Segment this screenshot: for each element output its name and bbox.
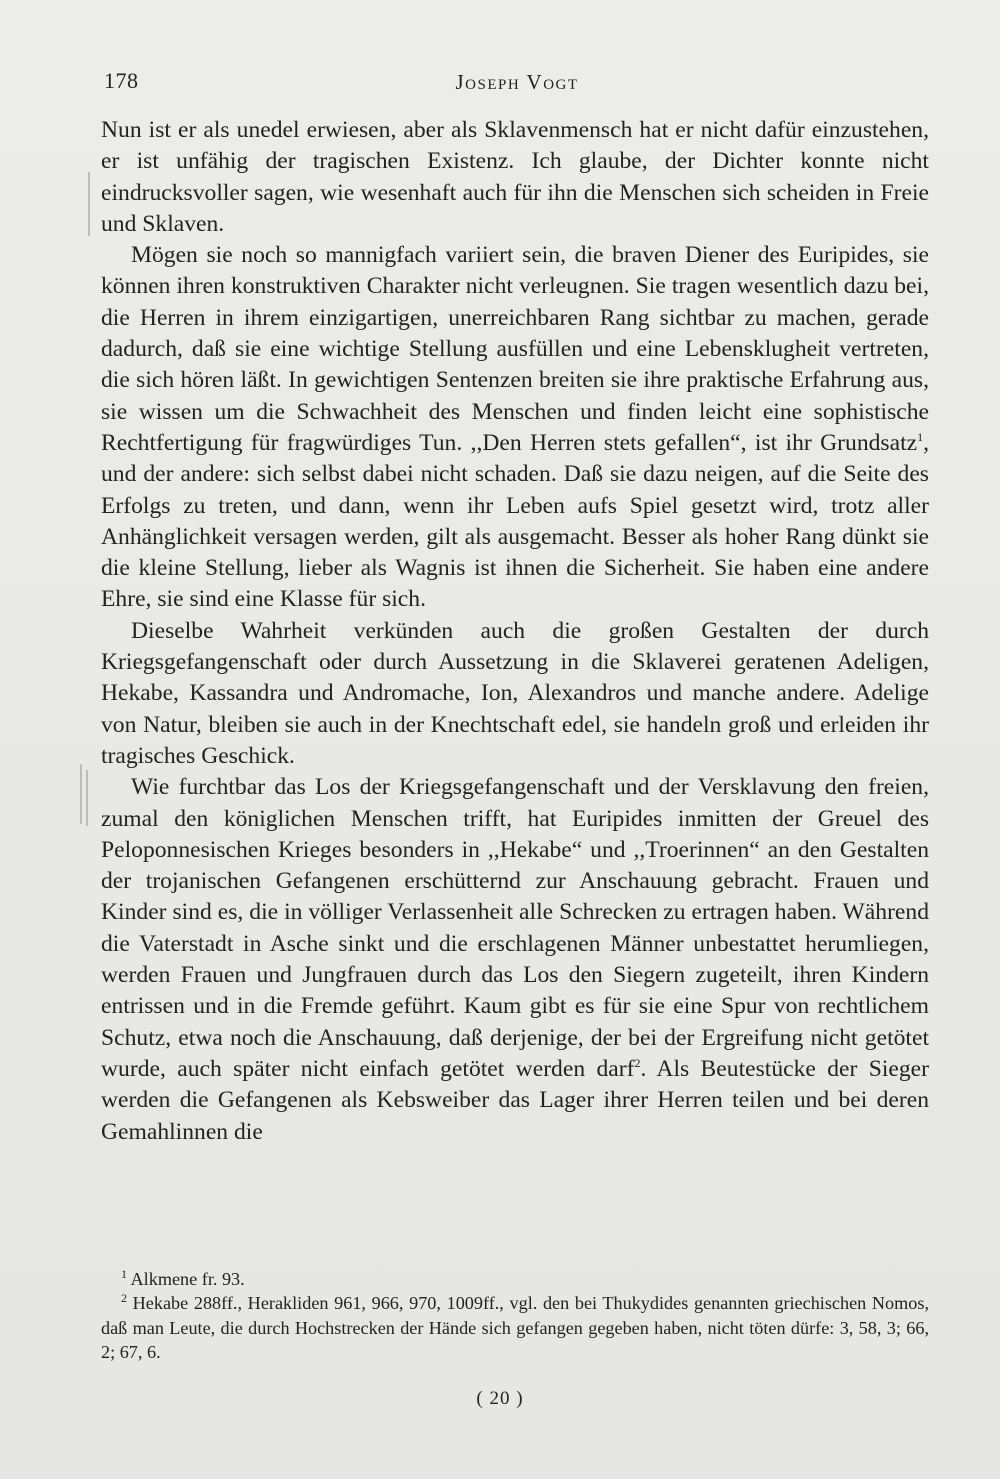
paragraph-text: Mögen sie noch so mannigfach variiert sein, die braven Diener des Euripides, sie können ihren konstruktiven Charakter nicht verleugnen. Sie tragen wesentlich dazu bei, die Herren in ihrem einzigartigen, unerreichbaren Rang sichtbar zu machen, gerade dadurch, daß sie eine wichtige Stellung ausfüllen und eine Lebensklugheit vertreten, die sich hören läßt. In gewichtigen Sentenzen breiten sie ihre praktische Erfahrung aus, sie wissen um die Schwachheit des Menschen und finden leicht eine sophistische Rechtfertigung für fragwürdiges Tun. ,,Den Herren stets gefallen“, ist ihr Grundsatz [101,242,929,456]
footnote [101,1267,929,1291]
margin-pencil-mark [80,764,82,824]
paragraph [101,240,929,616]
paragraph: Dieselbe Wahrheit verkünden auch die großen Gestalten der durch Kriegsgefangenschaft oder durch Aussetzung in die Sklaverei geratenen Adeligen, Hekabe, Kassandra und Andromache, Ion, Alexandros und manche andere. Adelige von Natur, bleiben sie auch in der Knechtschaft edel, sie handeln groß und erleiden ihr tragisches Geschick. [101,617,929,769]
paragraph [101,772,929,1148]
footnotes [101,1267,929,1364]
footnote [101,1291,929,1364]
running-head [104,68,930,100]
footnote-mark: 1 [121,1266,127,1281]
paragraph-text: Wie furchtbar das Los der Kriegsgefangenschaft und der Versklavung den freien, zumal den königlichen Menschen trifft, hat Euripides inmitten der Greuel des Peloponnesischen Krieges besonders in ,,Hekabe“ und ,,Troerinnen“ an den Gestalten der trojanischen Gefangenen erschütternd zur Anschauung gebracht. Frauen und Kinder sind es, die in völliger Verlassenheit alle Schrecken zu ertragen haben. Während die Vaterstadt in Asche sinkt und die erschlagenen Männer unbestattet herumliegen, werden Frauen und Jungfrauen durch das Los den Siegern zugeteilt, ihren Kindern entrissen und in die Fremde geführt. Kaum gibt es für sie eine Spur von rechtlichem Schutz, etwa noch die Anschauung, daß derjenige, der bei der Ergreifung nicht getötet wurde, auch später nicht einfach getötet werden darf [101,774,929,1082]
paragraph: Nun ist er als unedel erwiesen, aber als Sklavenmensch hat er nicht dafür einzustehen, er ist unfähig der tragischen Existenz. Ich glaube, der Dichter konnte nicht eindrucksvoller sagen, wie wesenhaft auch für ihn die Menschen sich scheiden in Freie und Sklaven. [101,117,929,237]
footnote-ref[interactable]: 1 [917,430,924,445]
footnote-mark: 2 [121,1291,127,1306]
running-head-author: Joseph Vogt [455,70,579,94]
footnote-text: Alkmene fr. 93. [130,1269,245,1289]
margin-pencil-mark [86,770,88,826]
margin-pencil-mark [88,172,90,236]
page-number: 178 [104,68,139,93]
paragraph-text: . Als Beutestücke der Sieger werden die Gefangenen als Kebsweiber das Lager ihrer Herren teilen und bei deren Gemahlinnen die [101,1055,929,1145]
signature-mark: ( 20 ) [476,1388,524,1409]
footnote-ref[interactable]: 2 [634,1056,641,1071]
footnote-text: Hekabe 288ff., Herakliden 961, 966, 970, 1009ff., vgl. den bei Thukydides genannten griechischen Nomos, daß man Leute, die durch Hochstrecken der Hände sich gefangen gegeben haben, nicht töten dürfe: 3, 58, 3; 66, 2; 67, 6. [101,1293,930,1362]
paragraph-text: , und der andere: sich selbst dabei nicht schaden. Daß sie dazu neigen, auf die Seite des Erfolgs zu treten, und dann, wenn ihr Leben aufs Spiel gesetzt wird, trotz aller Anhänglichkeit versagen werden, gilt als ausgemacht. Besser als hoher Rang dünkt sie die kleine Stellung, lieber als Wagnis ist ihnen die Sicherheit. Sie haben eine andere Ehre, sie sind eine Klasse für sich. [101,429,929,613]
body-text [101,115,929,1148]
